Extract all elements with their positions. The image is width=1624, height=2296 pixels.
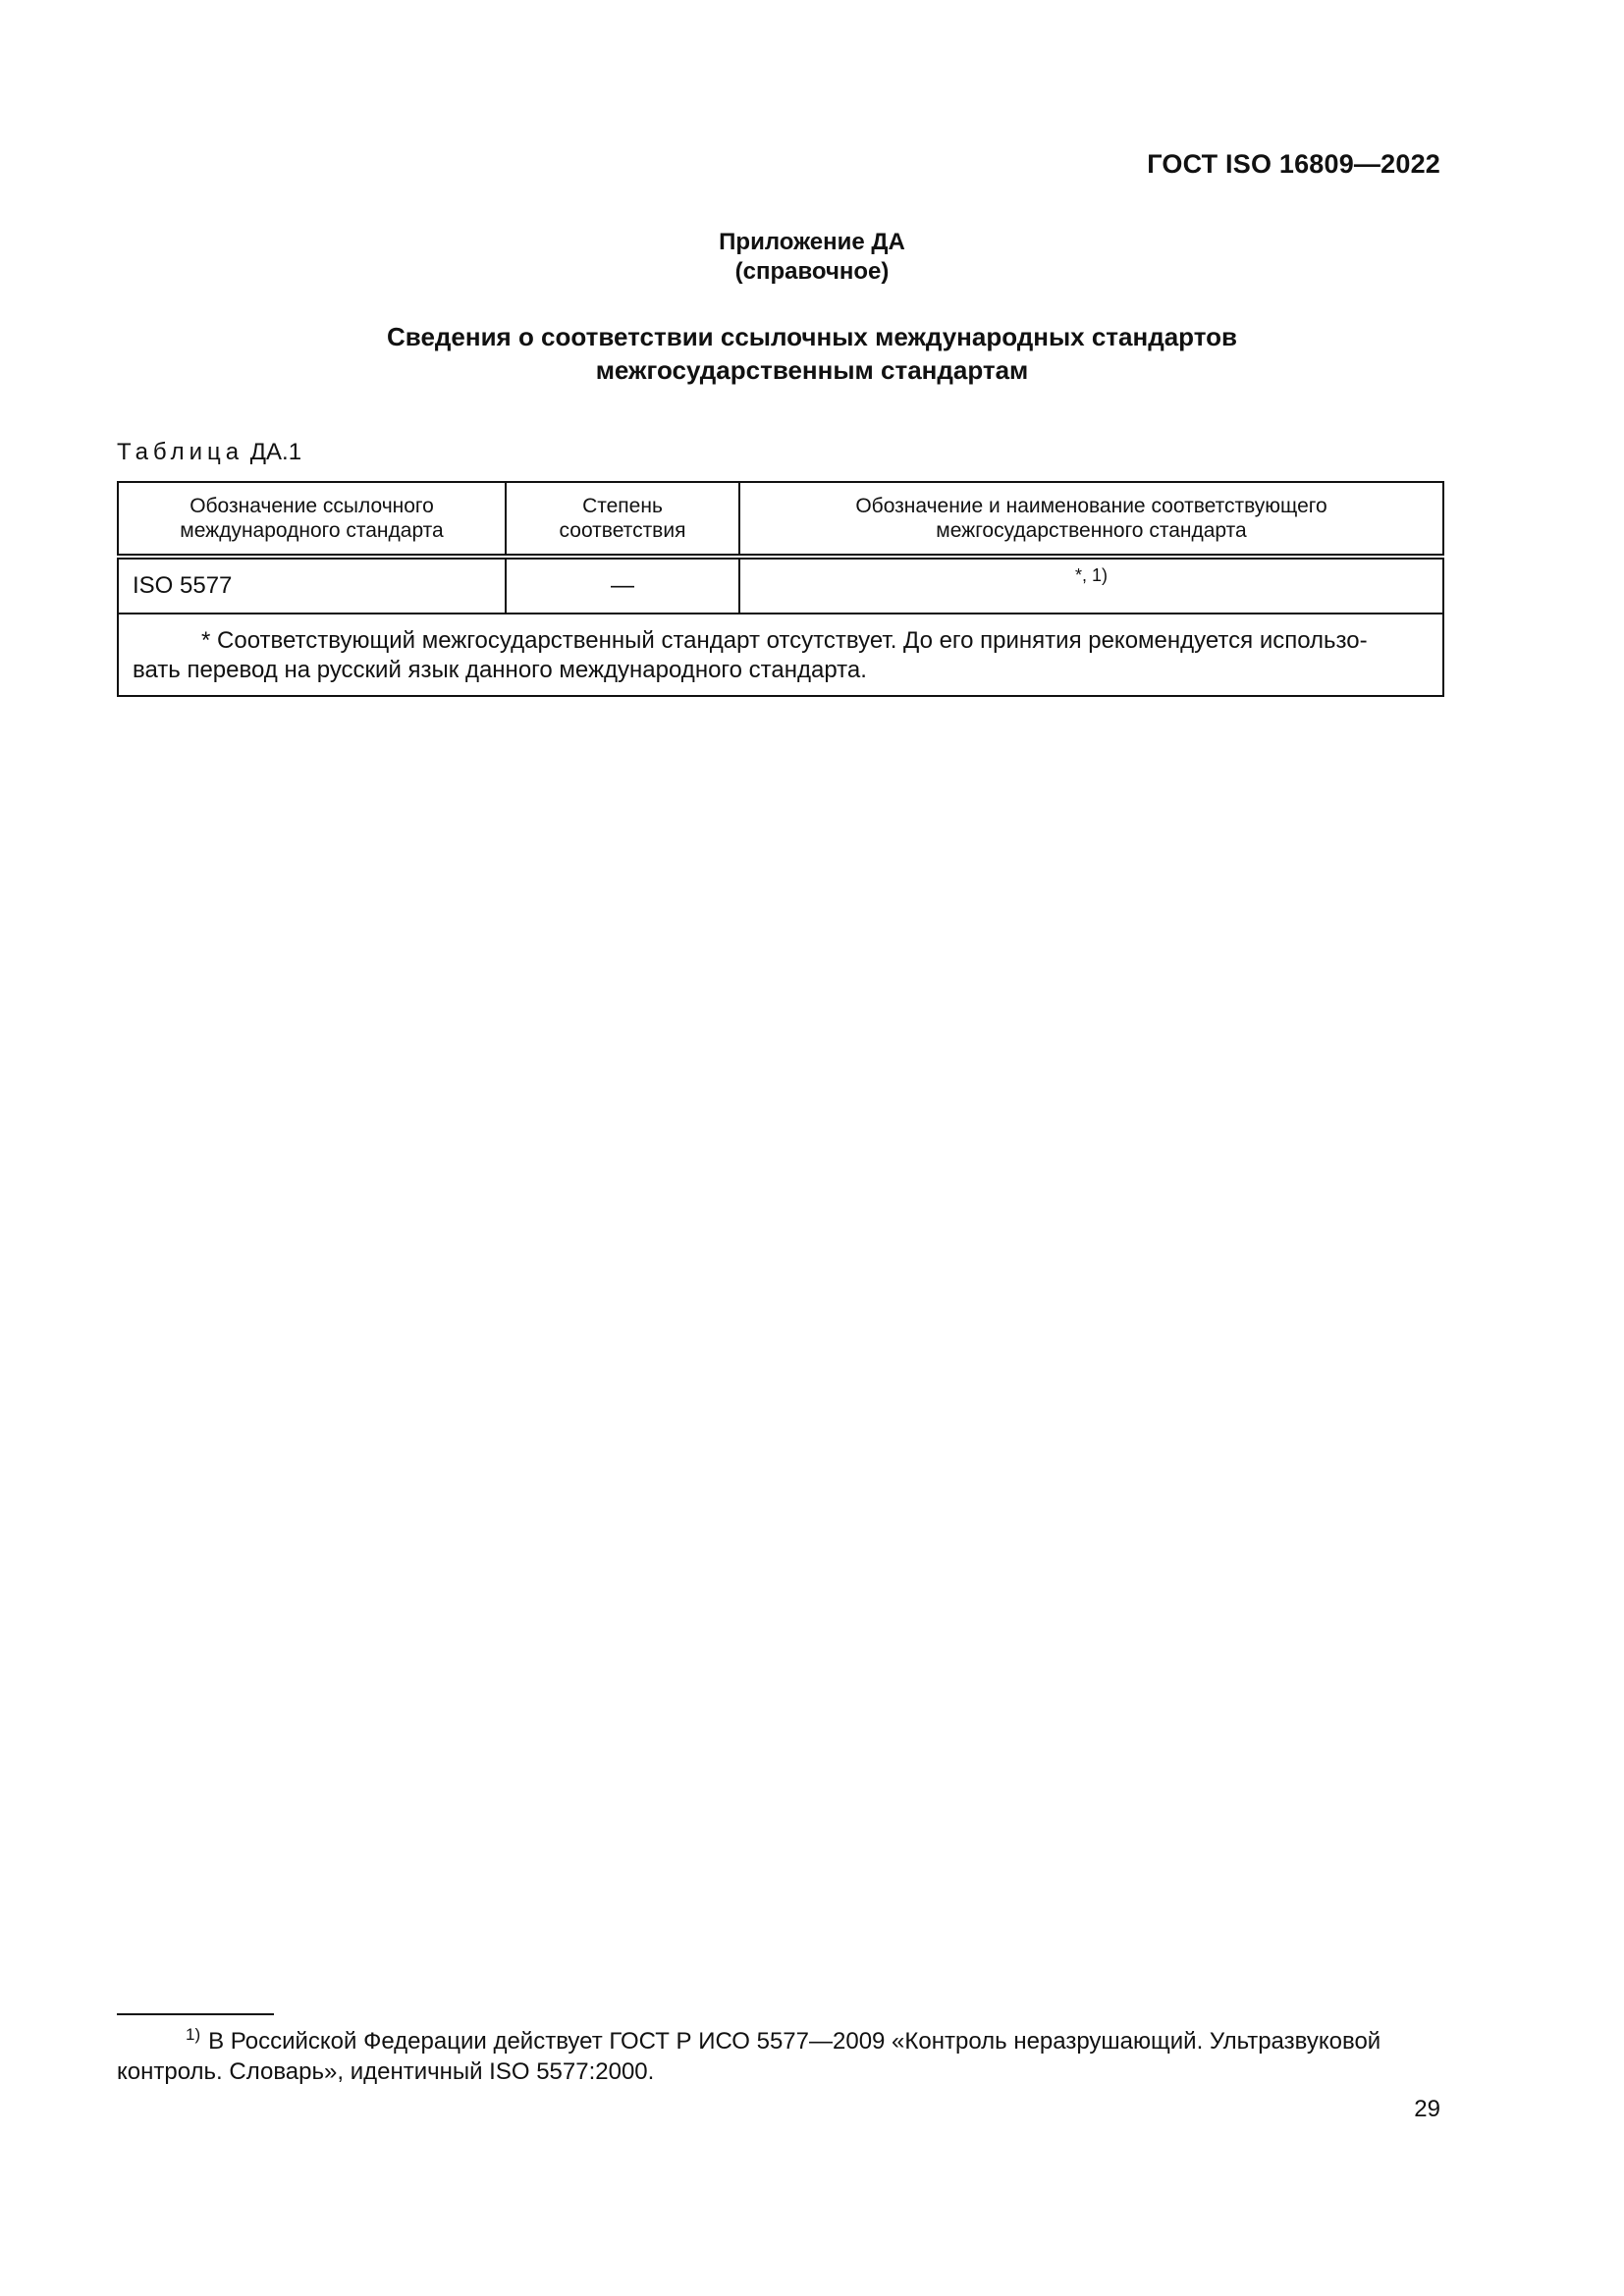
header-col-reference-standard bbox=[118, 482, 506, 557]
annex-title: Приложение ДА bbox=[719, 229, 905, 255]
cell-degree: — bbox=[506, 557, 739, 614]
page-number: 29 bbox=[1414, 2096, 1440, 2122]
footnote-text-line2: контроль. Словарь», идентичный ISO 5577:2000. bbox=[117, 2058, 655, 2085]
section-title bbox=[0, 320, 1624, 387]
footnote-marker: 1) bbox=[186, 2025, 201, 2044]
footnote-divider bbox=[117, 2013, 274, 2015]
table-note bbox=[118, 614, 1443, 696]
table-row bbox=[118, 557, 1443, 614]
header-col-interstate-standard bbox=[739, 482, 1443, 557]
header-col1-line1: Обозначение ссылочного bbox=[189, 495, 434, 517]
header-col3-line2: межгосударственного стандарта bbox=[936, 519, 1247, 542]
table-caption-word: Таблица bbox=[117, 439, 244, 465]
table-caption-number: ДА.1 bbox=[249, 439, 302, 465]
table-note-row bbox=[118, 614, 1443, 696]
header-col2-line1: Степень bbox=[582, 495, 663, 517]
table-header-row bbox=[118, 482, 1443, 557]
table-caption bbox=[117, 439, 301, 466]
cell-standard: ISO 5577 bbox=[118, 557, 506, 614]
table-note-line1: * Соответствующий межгосударственный стандарт отсутствует. До его принятия рекомендуется использо- bbox=[201, 627, 1368, 654]
cell-interstate: *, 1) bbox=[739, 557, 1443, 614]
annex-status: (справочное) bbox=[734, 258, 890, 285]
section-title-line2: межгосударственным стандартам bbox=[595, 355, 1029, 385]
header-col1-line2: международного стандарта bbox=[180, 519, 444, 542]
table-note-line2: вать перевод на русский язык данного международного стандарта. bbox=[133, 657, 867, 683]
annex-heading bbox=[0, 228, 1624, 287]
header-col3-line1: Обозначение и наименование соответствующего bbox=[855, 495, 1327, 517]
document-id: ГОСТ ISO 16809—2022 bbox=[1147, 149, 1440, 179]
header-col2-line2: соответствия bbox=[559, 519, 686, 542]
reference-standards-table bbox=[117, 481, 1444, 697]
header-col-degree bbox=[506, 482, 739, 557]
footnote-text-line1: В Российской Федерации действует ГОСТ Р ИСО 5577—2009 «Контроль неразрушающий. Ультразвуковой bbox=[208, 2028, 1381, 2055]
section-title-line1: Сведения о соответствии ссылочных международных стандартов bbox=[387, 322, 1237, 351]
footnote bbox=[117, 2019, 1442, 2087]
